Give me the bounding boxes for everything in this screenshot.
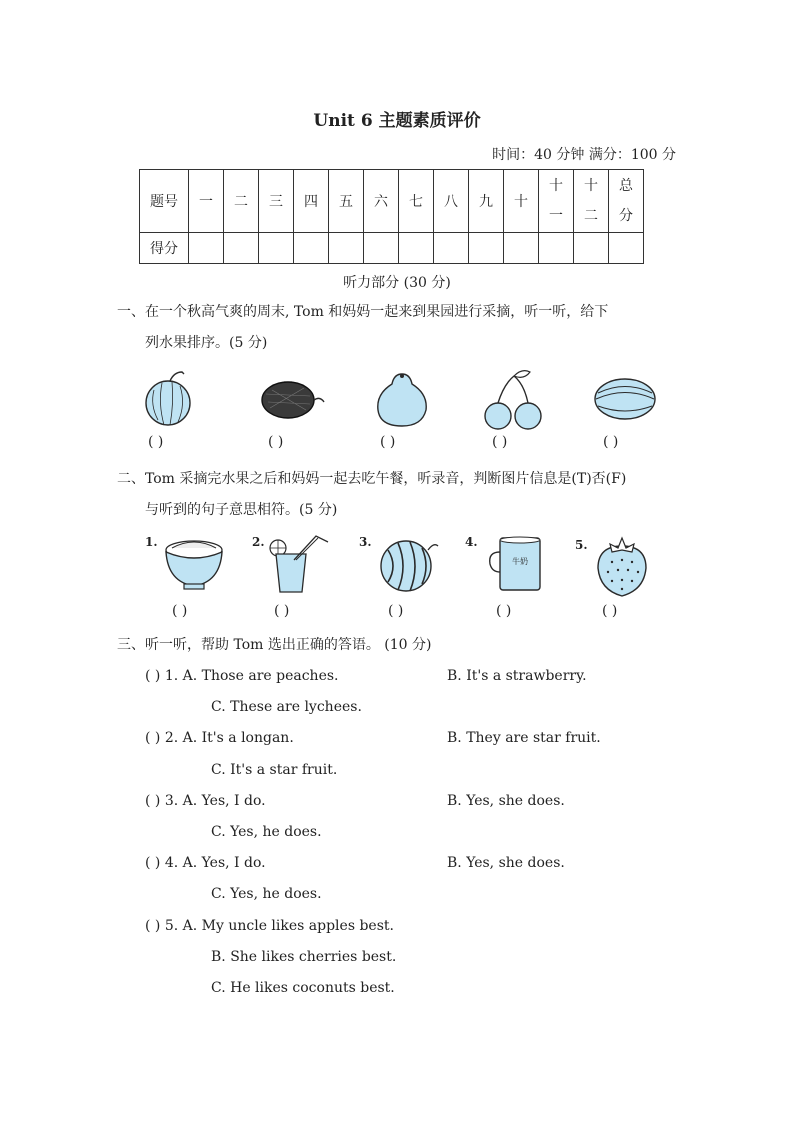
score-cell[interactable] (294, 233, 329, 264)
section2-blank[interactable]: ( ) (602, 603, 618, 619)
score-table (139, 169, 644, 264)
section1-blank[interactable]: ( ) (603, 434, 619, 450)
score-col: 七 (399, 170, 434, 233)
section1-blank[interactable]: ( ) (380, 434, 396, 450)
strawberry-icon (592, 534, 652, 598)
option-c: C. He likes coconuts best. (211, 980, 395, 996)
page-title: Unit 6 主题素质评价 (313, 111, 481, 131)
section2-blank[interactable]: ( ) (274, 603, 290, 619)
item-number: 3. (359, 535, 372, 549)
item-number: 5. (575, 538, 588, 552)
score-col: 三 (259, 170, 294, 233)
question-2: ( ) 2. A. It's a longan. (145, 730, 294, 746)
option-b: B. They are star fruit. (447, 730, 601, 746)
option-b: B. Yes, she does. (447, 855, 565, 871)
listening-header: 听力部分 (30 分) (343, 275, 451, 291)
score-cell[interactable] (259, 233, 294, 264)
section2-blank[interactable]: ( ) (388, 603, 404, 619)
score-col: 十 一 (539, 170, 574, 233)
score-col: 四 (294, 170, 329, 233)
item-number: 1. (145, 535, 158, 549)
exam-meta: 时间：40 分钟 满分：100 分 (492, 147, 676, 163)
option-b: B. She likes cherries best. (211, 949, 397, 965)
score-cell[interactable] (329, 233, 364, 264)
mug-label: 牛奶 (512, 557, 528, 566)
milk-mug-icon (486, 534, 548, 594)
score-cell[interactable] (224, 233, 259, 264)
section2-line2: 与听到的句子意思相符。(5 分) (145, 502, 338, 518)
score-col: 九 (469, 170, 504, 233)
option-c: C. Yes, he does. (211, 824, 322, 840)
option-c: C. Yes, he does. (211, 886, 322, 902)
question-1: ( ) 1. A. Those are peaches. (145, 668, 339, 684)
question-3: ( ) 3. A. Yes, I do. (145, 793, 266, 809)
score-cell[interactable] (609, 233, 644, 264)
cherry-icon (482, 368, 550, 432)
section1-blank[interactable]: ( ) (148, 434, 164, 450)
question-5: ( ) 5. A. My uncle likes apples best. (145, 918, 394, 934)
score-cell[interactable] (364, 233, 399, 264)
score-col: 六 (364, 170, 399, 233)
score-col: 十 二 (574, 170, 609, 233)
item-number: 2. (252, 535, 265, 549)
score-row-label: 得分 (140, 233, 189, 264)
section1-line2: 列水果排序。(5 分) (145, 335, 268, 351)
kiwi-icon (260, 378, 326, 422)
section2-blank[interactable]: ( ) (496, 603, 512, 619)
score-table-label: 题号 (140, 170, 189, 233)
section3-header: 三、听一听，帮助 Tom 选出正确的答语。 (10 分) (117, 637, 432, 653)
option-c: C. It's a star fruit. (211, 762, 338, 778)
section2-blank[interactable]: ( ) (172, 603, 188, 619)
star-fruit-icon (592, 376, 658, 422)
question-4: ( ) 4. A. Yes, I do. (145, 855, 266, 871)
option-b: B. It's a strawberry. (447, 668, 587, 684)
option-b: B. Yes, she does. (447, 793, 565, 809)
score-cell[interactable] (434, 233, 469, 264)
item-number: 4. (465, 535, 478, 549)
juice-icon (264, 530, 334, 596)
section1-line1: 一、在一个秋高气爽的周末, Tom 和妈妈一起来到果园进行采摘，听一听，给下 (117, 304, 609, 320)
section2-line1: 二、Tom 采摘完水果之后和妈妈一起去吃午餐，听录音，判断图片信息是(T)否(F) (117, 471, 627, 487)
score-cell[interactable] (469, 233, 504, 264)
score-cell[interactable] (189, 233, 224, 264)
section1-blank[interactable]: ( ) (268, 434, 284, 450)
score-col: 二 (224, 170, 259, 233)
pomelo-icon (372, 370, 432, 430)
section1-blank[interactable]: ( ) (492, 434, 508, 450)
rice-bowl-icon (162, 536, 226, 592)
score-col: 总 分 (609, 170, 644, 233)
score-cell[interactable] (399, 233, 434, 264)
score-col: 五 (329, 170, 364, 233)
score-cell[interactable] (539, 233, 574, 264)
score-cell[interactable] (504, 233, 539, 264)
score-cell[interactable] (574, 233, 609, 264)
score-col: 十 (504, 170, 539, 233)
watermelon-icon (376, 536, 442, 594)
option-c: C. These are lychees. (211, 699, 362, 715)
score-col: 一 (189, 170, 224, 233)
score-col: 八 (434, 170, 469, 233)
coconut-icon (140, 370, 200, 430)
